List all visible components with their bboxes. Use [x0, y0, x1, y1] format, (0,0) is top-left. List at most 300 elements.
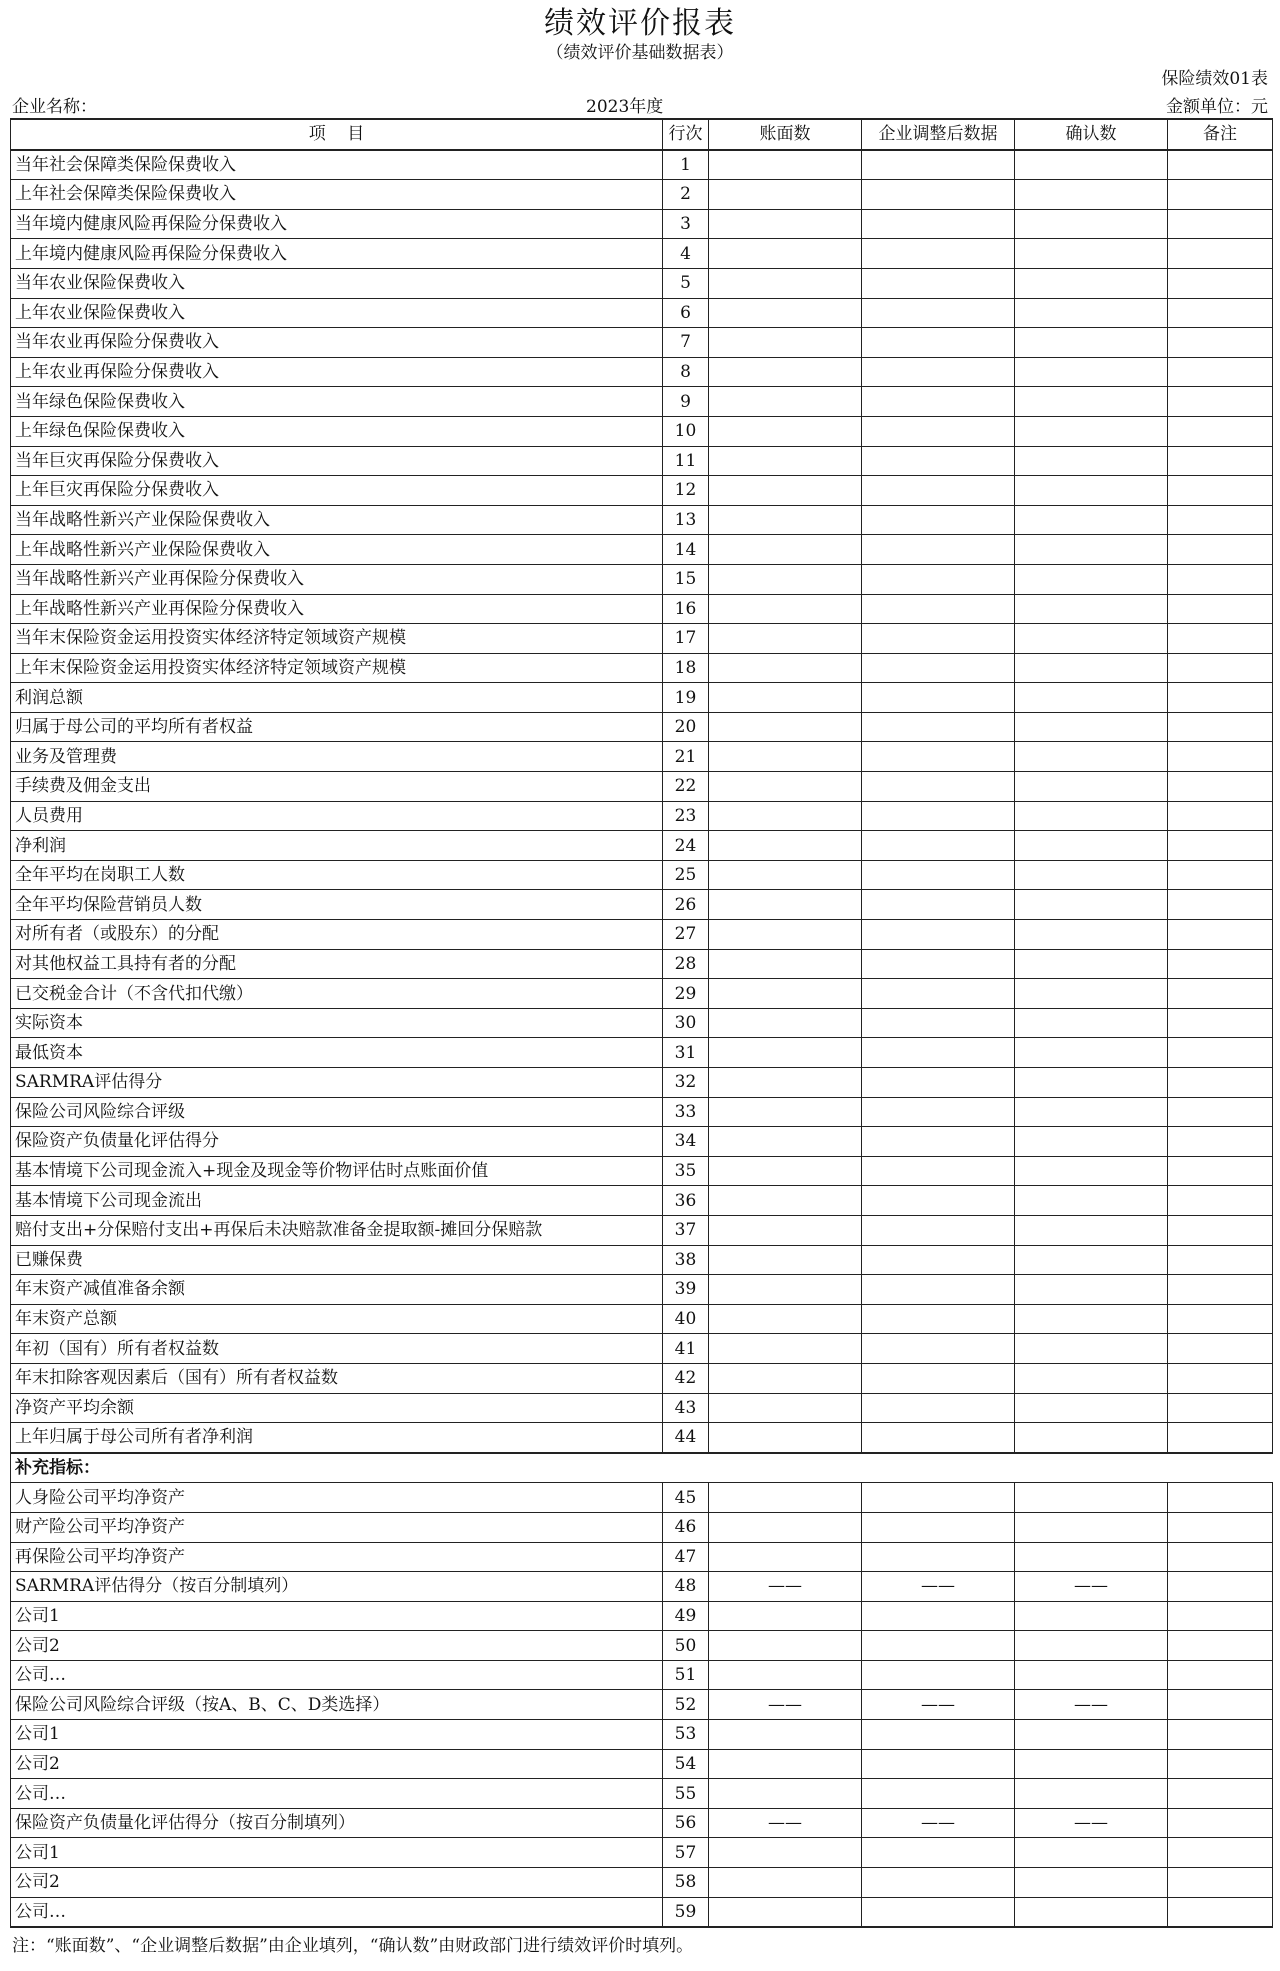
adjusted-cell[interactable]: [862, 1897, 1015, 1927]
book-cell[interactable]: [709, 564, 862, 594]
row-item-label: 对所有者（或股东）的分配: [11, 920, 663, 950]
book-cell[interactable]: [709, 1572, 862, 1602]
book-cell[interactable]: [709, 476, 862, 506]
row-number: 41: [663, 1334, 709, 1364]
adjusted-cell[interactable]: [862, 1542, 1015, 1572]
book-cell[interactable]: [709, 772, 862, 802]
book-cell[interactable]: [709, 1186, 862, 1216]
book-cell[interactable]: [709, 209, 862, 239]
row-item-label: 当年战略性新兴产业再保险分保费收入: [11, 564, 663, 594]
row-number: 7: [663, 328, 709, 358]
remark-cell[interactable]: [1168, 890, 1273, 920]
row-item-label: 财产险公司平均净资产: [11, 1512, 663, 1542]
row-item-label: 净资产平均余额: [11, 1393, 663, 1423]
remark-cell[interactable]: [1168, 653, 1273, 683]
remark-cell[interactable]: [1168, 1215, 1273, 1245]
confirmed-cell[interactable]: [1015, 1038, 1168, 1068]
adjusted-cell[interactable]: [862, 594, 1015, 624]
row-number: 37: [663, 1215, 709, 1245]
confirmed-cell[interactable]: [1015, 801, 1168, 831]
row-number: 21: [663, 742, 709, 772]
confirmed-cell[interactable]: [1015, 742, 1168, 772]
confirmed-cell[interactable]: [1015, 1749, 1168, 1779]
adjusted-cell[interactable]: [862, 979, 1015, 1009]
book-cell[interactable]: [709, 1275, 862, 1305]
row-number: 52: [663, 1690, 709, 1720]
book-cell[interactable]: [709, 831, 862, 861]
book-cell[interactable]: [709, 1038, 862, 1068]
book-cell[interactable]: [709, 1690, 862, 1720]
book-cell[interactable]: [709, 1808, 862, 1838]
confirmed-cell[interactable]: [1015, 1275, 1168, 1305]
confirmed-cell[interactable]: [1015, 1127, 1168, 1157]
table-row: [11, 1601, 1273, 1631]
remark-cell[interactable]: [1168, 1156, 1273, 1186]
adjusted-cell[interactable]: [862, 1808, 1015, 1838]
adjusted-cell[interactable]: [862, 624, 1015, 654]
row-number: 45: [663, 1483, 709, 1513]
table-row: [11, 1363, 1273, 1393]
book-cell[interactable]: [709, 860, 862, 890]
remark-cell[interactable]: [1168, 712, 1273, 742]
book-cell[interactable]: [709, 1779, 862, 1809]
adjusted-cell[interactable]: [862, 1720, 1015, 1750]
book-cell[interactable]: [709, 1542, 862, 1572]
confirmed-cell[interactable]: [1015, 1838, 1168, 1868]
row-item-label: 当年末保险资金运用投资实体经济特定领域资产规模: [11, 624, 663, 654]
remark-cell[interactable]: [1168, 1542, 1273, 1572]
book-cell[interactable]: [709, 387, 862, 417]
confirmed-cell[interactable]: [1015, 624, 1168, 654]
book-cell[interactable]: [709, 742, 862, 772]
supplement-section-row: [11, 1453, 1273, 1483]
book-cell[interactable]: [709, 1245, 862, 1275]
confirmed-cell[interactable]: [1015, 1572, 1168, 1602]
row-item-label: 利润总额: [11, 683, 663, 713]
row-number: 16: [663, 594, 709, 624]
table-row: [11, 1334, 1273, 1364]
table-row: [11, 535, 1273, 565]
book-cell[interactable]: [709, 1720, 862, 1750]
remark-cell[interactable]: [1168, 1512, 1273, 1542]
row-item-label: 最低资本: [11, 1038, 663, 1068]
confirmed-cell[interactable]: [1015, 1897, 1168, 1927]
book-cell[interactable]: [709, 1660, 862, 1690]
remark-cell[interactable]: [1168, 979, 1273, 1009]
book-cell[interactable]: [709, 1897, 862, 1927]
adjusted-cell[interactable]: [862, 1631, 1015, 1661]
table-row: [11, 209, 1273, 239]
confirmed-cell[interactable]: [1015, 860, 1168, 890]
remark-cell[interactable]: [1168, 742, 1273, 772]
remark-cell[interactable]: [1168, 328, 1273, 358]
book-cell[interactable]: [709, 1749, 862, 1779]
adjusted-cell[interactable]: [862, 1215, 1015, 1245]
row-item-label: 公司1: [11, 1720, 663, 1750]
row-item-label: 全年平均保险营销员人数: [11, 890, 663, 920]
table-row: [11, 624, 1273, 654]
adjusted-cell[interactable]: [862, 949, 1015, 979]
remark-cell[interactable]: [1168, 1749, 1273, 1779]
confirmed-cell[interactable]: [1015, 653, 1168, 683]
row-item-label: 当年农业再保险分保费收入: [11, 328, 663, 358]
adjusted-cell[interactable]: [862, 801, 1015, 831]
confirmed-cell[interactable]: [1015, 1304, 1168, 1334]
book-cell[interactable]: [709, 268, 862, 298]
row-item-label: 全年平均在岗职工人数: [11, 860, 663, 890]
main-rows: [11, 150, 1273, 1453]
row-number: 15: [663, 564, 709, 594]
confirmed-cell[interactable]: [1015, 1660, 1168, 1690]
adjusted-cell[interactable]: [862, 1363, 1015, 1393]
remark-cell[interactable]: [1168, 1097, 1273, 1127]
book-cell[interactable]: [709, 1127, 862, 1157]
confirmed-cell[interactable]: [1015, 1512, 1168, 1542]
remark-cell[interactable]: [1168, 1660, 1273, 1690]
book-cell[interactable]: [709, 1483, 862, 1513]
adjusted-cell[interactable]: [862, 712, 1015, 742]
row-item-label: 实际资本: [11, 1008, 663, 1038]
adjusted-cell[interactable]: [862, 1572, 1015, 1602]
confirmed-cell[interactable]: [1015, 1334, 1168, 1364]
remark-cell[interactable]: [1168, 920, 1273, 950]
book-cell[interactable]: [709, 1423, 862, 1453]
row-number: 53: [663, 1720, 709, 1750]
confirmed-cell[interactable]: [1015, 535, 1168, 565]
remark-cell[interactable]: [1168, 624, 1273, 654]
adjusted-cell[interactable]: [862, 1334, 1015, 1364]
confirmed-cell[interactable]: [1015, 150, 1168, 180]
book-cell[interactable]: [709, 712, 862, 742]
confirmed-cell[interactable]: [1015, 416, 1168, 446]
not-applicable-dash: ——: [921, 1813, 955, 1834]
adjusted-cell[interactable]: [862, 1601, 1015, 1631]
report-subtitle: （绩效评价基础数据表）: [546, 43, 734, 63]
remark-cell[interactable]: [1168, 1334, 1273, 1364]
adjusted-cell[interactable]: [862, 1423, 1015, 1453]
adjusted-cell[interactable]: [862, 180, 1015, 210]
book-cell[interactable]: [709, 1512, 862, 1542]
adjusted-cell[interactable]: [862, 1186, 1015, 1216]
row-number: 49: [663, 1601, 709, 1631]
remark-cell[interactable]: [1168, 683, 1273, 713]
remark-cell[interactable]: [1168, 1572, 1273, 1602]
remark-cell[interactable]: [1168, 1690, 1273, 1720]
adjusted-cell[interactable]: [862, 1245, 1015, 1275]
remark-cell[interactable]: [1168, 1838, 1273, 1868]
confirmed-cell[interactable]: [1015, 209, 1168, 239]
table-row: [11, 772, 1273, 802]
row-number: 11: [663, 446, 709, 476]
remark-cell[interactable]: [1168, 387, 1273, 417]
remark-cell[interactable]: [1168, 1275, 1273, 1305]
remark-cell[interactable]: [1168, 1779, 1273, 1809]
table-row: [11, 268, 1273, 298]
adjusted-cell[interactable]: [862, 683, 1015, 713]
confirmed-cell[interactable]: [1015, 979, 1168, 1009]
adjusted-cell[interactable]: [862, 150, 1015, 180]
remark-cell[interactable]: [1168, 1423, 1273, 1453]
adjusted-cell[interactable]: [862, 1779, 1015, 1809]
adjusted-cell[interactable]: [862, 357, 1015, 387]
row-number: 30: [663, 1008, 709, 1038]
confirmed-cell[interactable]: [1015, 357, 1168, 387]
remark-cell[interactable]: [1168, 1008, 1273, 1038]
adjusted-cell[interactable]: [862, 505, 1015, 535]
adjusted-cell[interactable]: [862, 1068, 1015, 1098]
confirmed-cell[interactable]: [1015, 1868, 1168, 1898]
book-cell[interactable]: [709, 683, 862, 713]
remark-cell[interactable]: [1168, 357, 1273, 387]
table-row: [11, 1483, 1273, 1513]
confirmed-cell[interactable]: [1015, 1542, 1168, 1572]
adjusted-cell[interactable]: [862, 1868, 1015, 1898]
remark-cell[interactable]: [1168, 1868, 1273, 1898]
book-cell[interactable]: [709, 1215, 862, 1245]
book-cell[interactable]: [709, 920, 862, 950]
remark-cell[interactable]: [1168, 860, 1273, 890]
confirmed-cell[interactable]: [1015, 180, 1168, 210]
row-item-label: 年末扣除客观因素后（国有）所有者权益数: [11, 1363, 663, 1393]
confirmed-cell[interactable]: [1015, 1215, 1168, 1245]
row-number: 56: [663, 1808, 709, 1838]
remark-cell[interactable]: [1168, 268, 1273, 298]
adjusted-cell[interactable]: [862, 298, 1015, 328]
confirmed-cell[interactable]: [1015, 476, 1168, 506]
table-row: [11, 1245, 1273, 1275]
remark-cell[interactable]: [1168, 1483, 1273, 1513]
book-cell[interactable]: [709, 150, 862, 180]
row-item-label: 当年境内健康风险再保险分保费收入: [11, 209, 663, 239]
confirmed-cell[interactable]: [1015, 1068, 1168, 1098]
remark-cell[interactable]: [1168, 209, 1273, 239]
book-cell[interactable]: [709, 535, 862, 565]
confirmed-cell[interactable]: [1015, 446, 1168, 476]
row-number: 2: [663, 180, 709, 210]
table-row: [11, 653, 1273, 683]
remark-cell[interactable]: [1168, 564, 1273, 594]
remark-cell[interactable]: [1168, 594, 1273, 624]
row-item-label: 公司2: [11, 1868, 663, 1898]
remark-cell[interactable]: [1168, 1068, 1273, 1098]
table-row: [11, 920, 1273, 950]
remark-cell[interactable]: [1168, 772, 1273, 802]
adjusted-cell[interactable]: [862, 1660, 1015, 1690]
row-item-label: 上年末保险资金运用投资实体经济特定领域资产规模: [11, 653, 663, 683]
book-cell[interactable]: [709, 180, 862, 210]
book-cell[interactable]: [709, 1068, 862, 1098]
confirmed-cell[interactable]: [1015, 1601, 1168, 1631]
table-row: [11, 476, 1273, 506]
book-cell[interactable]: [709, 979, 862, 1009]
adjusted-cell[interactable]: [862, 1838, 1015, 1868]
row-number: 25: [663, 860, 709, 890]
adjusted-cell[interactable]: [862, 1127, 1015, 1157]
book-cell[interactable]: [709, 298, 862, 328]
remark-cell[interactable]: [1168, 535, 1273, 565]
row-item-label: 年末资产总额: [11, 1304, 663, 1334]
book-cell[interactable]: [709, 1156, 862, 1186]
confirmed-cell[interactable]: [1015, 1690, 1168, 1720]
book-cell[interactable]: [709, 801, 862, 831]
book-cell[interactable]: [709, 1601, 862, 1631]
confirmed-cell[interactable]: [1015, 772, 1168, 802]
remark-cell[interactable]: [1168, 1186, 1273, 1216]
confirmed-cell[interactable]: [1015, 239, 1168, 269]
book-cell[interactable]: [709, 1097, 862, 1127]
adjusted-cell[interactable]: [862, 535, 1015, 565]
confirmed-cell[interactable]: [1015, 505, 1168, 535]
book-cell[interactable]: [709, 1631, 862, 1661]
book-cell[interactable]: [709, 653, 862, 683]
adjusted-cell[interactable]: [862, 446, 1015, 476]
confirmed-cell[interactable]: [1015, 712, 1168, 742]
book-cell[interactable]: [709, 1008, 862, 1038]
confirmed-cell[interactable]: [1015, 1156, 1168, 1186]
confirmed-cell[interactable]: [1015, 1808, 1168, 1838]
book-cell[interactable]: [709, 1334, 862, 1364]
adjusted-cell[interactable]: [862, 890, 1015, 920]
remark-cell[interactable]: [1168, 239, 1273, 269]
remark-cell[interactable]: [1168, 1393, 1273, 1423]
book-cell[interactable]: [709, 1838, 862, 1868]
confirmed-cell[interactable]: [1015, 683, 1168, 713]
remark-cell[interactable]: [1168, 505, 1273, 535]
table-row: [11, 1897, 1273, 1927]
confirmed-cell[interactable]: [1015, 1393, 1168, 1423]
confirmed-cell[interactable]: [1015, 1483, 1168, 1513]
confirmed-cell[interactable]: [1015, 949, 1168, 979]
table-row: [11, 1749, 1273, 1779]
not-applicable-dash: ——: [768, 1813, 802, 1834]
book-cell[interactable]: [709, 505, 862, 535]
remark-cell[interactable]: [1168, 1304, 1273, 1334]
data-table: [10, 118, 1273, 1928]
remark-cell[interactable]: [1168, 1127, 1273, 1157]
book-cell[interactable]: [709, 1393, 862, 1423]
book-cell[interactable]: [709, 1363, 862, 1393]
remark-cell[interactable]: [1168, 298, 1273, 328]
row-item-label: 上年农业保险保费收入: [11, 298, 663, 328]
book-cell[interactable]: [709, 624, 862, 654]
row-number: 38: [663, 1245, 709, 1275]
remark-cell[interactable]: [1168, 150, 1273, 180]
adjusted-cell[interactable]: [862, 564, 1015, 594]
adjusted-cell[interactable]: [862, 268, 1015, 298]
adjusted-cell[interactable]: [862, 209, 1015, 239]
remark-cell[interactable]: [1168, 801, 1273, 831]
confirmed-cell[interactable]: [1015, 298, 1168, 328]
remark-cell[interactable]: [1168, 1720, 1273, 1750]
confirmed-cell[interactable]: [1015, 1097, 1168, 1127]
confirmed-cell[interactable]: [1015, 268, 1168, 298]
remark-cell[interactable]: [1168, 476, 1273, 506]
remark-cell[interactable]: [1168, 1245, 1273, 1275]
adjusted-cell[interactable]: [862, 772, 1015, 802]
remark-cell[interactable]: [1168, 416, 1273, 446]
adjusted-cell[interactable]: [862, 653, 1015, 683]
book-cell[interactable]: [709, 949, 862, 979]
table-row: [11, 1097, 1273, 1127]
row-item-label: 当年绿色保险保费收入: [11, 387, 663, 417]
adjusted-cell[interactable]: [862, 1038, 1015, 1068]
book-cell[interactable]: [709, 890, 862, 920]
remark-cell[interactable]: [1168, 831, 1273, 861]
confirmed-cell[interactable]: [1015, 920, 1168, 950]
confirmed-cell[interactable]: [1015, 1008, 1168, 1038]
adjusted-cell[interactable]: [862, 1483, 1015, 1513]
remark-cell[interactable]: [1168, 1631, 1273, 1661]
confirmed-cell[interactable]: [1015, 564, 1168, 594]
confirmed-cell[interactable]: [1015, 1779, 1168, 1809]
remark-cell[interactable]: [1168, 1897, 1273, 1927]
confirmed-cell[interactable]: [1015, 1363, 1168, 1393]
confirmed-cell[interactable]: [1015, 1631, 1168, 1661]
book-cell[interactable]: [709, 1304, 862, 1334]
adjusted-cell[interactable]: [862, 1156, 1015, 1186]
row-number: 57: [663, 1838, 709, 1868]
adjusted-cell[interactable]: [862, 1749, 1015, 1779]
row-number: 24: [663, 831, 709, 861]
book-cell[interactable]: [709, 239, 862, 269]
remark-cell[interactable]: [1168, 1363, 1273, 1393]
adjusted-cell[interactable]: [862, 239, 1015, 269]
adjusted-cell[interactable]: [862, 1512, 1015, 1542]
book-cell[interactable]: [709, 594, 862, 624]
table-row: [11, 831, 1273, 861]
book-cell[interactable]: [709, 416, 862, 446]
confirmed-cell[interactable]: [1015, 594, 1168, 624]
confirmed-cell[interactable]: [1015, 1186, 1168, 1216]
adjusted-cell[interactable]: [862, 387, 1015, 417]
remark-cell[interactable]: [1168, 1038, 1273, 1068]
confirmed-cell[interactable]: [1015, 890, 1168, 920]
confirmed-cell[interactable]: [1015, 387, 1168, 417]
remark-cell[interactable]: [1168, 180, 1273, 210]
adjusted-cell[interactable]: [862, 1393, 1015, 1423]
remark-cell[interactable]: [1168, 446, 1273, 476]
row-number: 32: [663, 1068, 709, 1098]
adjusted-cell[interactable]: [862, 416, 1015, 446]
adjusted-cell[interactable]: [862, 1304, 1015, 1334]
row-number: 31: [663, 1038, 709, 1068]
table-row: [11, 357, 1273, 387]
adjusted-cell[interactable]: [862, 742, 1015, 772]
adjusted-cell[interactable]: [862, 1275, 1015, 1305]
row-item-label: 上年战略性新兴产业再保险分保费收入: [11, 594, 663, 624]
confirmed-cell[interactable]: [1015, 831, 1168, 861]
adjusted-cell[interactable]: [862, 328, 1015, 358]
adjusted-cell[interactable]: [862, 1008, 1015, 1038]
adjusted-cell[interactable]: [862, 860, 1015, 890]
confirmed-cell[interactable]: [1015, 1245, 1168, 1275]
adjusted-cell[interactable]: [862, 1097, 1015, 1127]
book-cell[interactable]: [709, 357, 862, 387]
confirmed-cell[interactable]: [1015, 1423, 1168, 1453]
adjusted-cell[interactable]: [862, 831, 1015, 861]
remark-cell[interactable]: [1168, 1601, 1273, 1631]
confirmed-cell[interactable]: [1015, 1720, 1168, 1750]
adjusted-cell[interactable]: [862, 920, 1015, 950]
remark-cell[interactable]: [1168, 1808, 1273, 1838]
adjusted-cell[interactable]: [862, 1690, 1015, 1720]
book-cell[interactable]: [709, 1868, 862, 1898]
remark-cell[interactable]: [1168, 949, 1273, 979]
confirmed-cell[interactable]: [1015, 328, 1168, 358]
book-cell[interactable]: [709, 446, 862, 476]
adjusted-cell[interactable]: [862, 476, 1015, 506]
book-cell[interactable]: [709, 328, 862, 358]
